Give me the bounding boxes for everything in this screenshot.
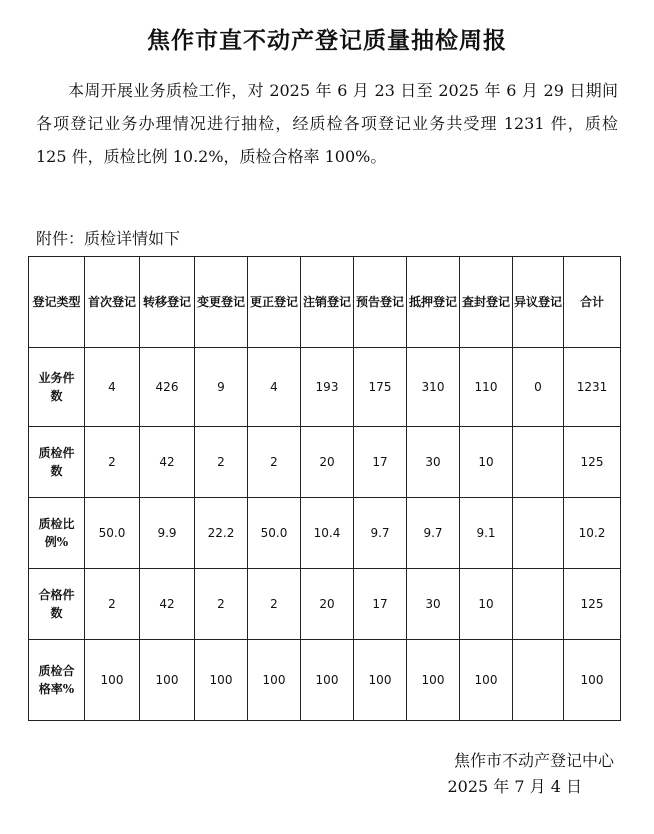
table-cell: 9.1 xyxy=(460,498,513,569)
header-cell: 变更登记 xyxy=(195,257,248,348)
table-cell: 10.2 xyxy=(564,498,621,569)
header-cell: 更正登记 xyxy=(248,257,301,348)
table-cell: 10.4 xyxy=(301,498,354,569)
table-cell: 100 xyxy=(460,640,513,721)
header-cell: 注销登记 xyxy=(301,257,354,348)
quality-inspection-table xyxy=(28,256,621,721)
table-cell: 50.0 xyxy=(85,498,140,569)
table-cell: 1231 xyxy=(564,348,621,427)
header-cell: 合计 xyxy=(564,257,621,348)
table-cell: 100 xyxy=(85,640,140,721)
attachment-note: 附件：质检详情如下 xyxy=(36,229,181,248)
table-cell: 17 xyxy=(354,569,407,640)
row-label: 质检比例% xyxy=(29,498,85,569)
table-row xyxy=(29,348,621,427)
header-cell: 抵押登记 xyxy=(407,257,460,348)
row-label: 合格件数 xyxy=(29,569,85,640)
table-cell: 42 xyxy=(140,427,195,498)
table-cell: 100 xyxy=(564,640,621,721)
table-cell xyxy=(513,498,564,569)
header-cell: 登记类型 xyxy=(29,257,85,348)
header-cell: 预告登记 xyxy=(354,257,407,348)
table-cell: 9.7 xyxy=(407,498,460,569)
table-cell: 20 xyxy=(301,569,354,640)
table-cell: 10 xyxy=(460,569,513,640)
issuing-organization: 焦作市不动产登记中心 xyxy=(453,751,614,770)
table-cell: 2 xyxy=(195,427,248,498)
table-cell: 0 xyxy=(513,348,564,427)
table-cell: 100 xyxy=(407,640,460,721)
header-cell: 异议登记 xyxy=(513,257,564,348)
row-label: 业务件数 xyxy=(29,348,85,427)
table-row xyxy=(29,427,621,498)
table-row xyxy=(29,498,621,569)
table-cell xyxy=(513,569,564,640)
table-cell: 22.2 xyxy=(195,498,248,569)
table-cell: 100 xyxy=(195,640,248,721)
table-cell: 100 xyxy=(140,640,195,721)
header-cell: 首次登记 xyxy=(85,257,140,348)
table-cell: 426 xyxy=(140,348,195,427)
table-cell: 100 xyxy=(354,640,407,721)
table-cell: 193 xyxy=(301,348,354,427)
row-label: 质检合格率% xyxy=(29,640,85,721)
table-cell: 4 xyxy=(85,348,140,427)
table-cell: 17 xyxy=(354,427,407,498)
table-cell: 42 xyxy=(140,569,195,640)
table-row xyxy=(29,640,621,721)
table-cell: 2 xyxy=(195,569,248,640)
report-title: 焦作市直不动产登记质量抽检周报 xyxy=(147,27,507,54)
table-cell: 310 xyxy=(407,348,460,427)
table-cell: 50.0 xyxy=(248,498,301,569)
table-cell: 2 xyxy=(248,569,301,640)
table-cell: 10 xyxy=(460,427,513,498)
table-cell: 30 xyxy=(407,569,460,640)
table-cell: 30 xyxy=(407,427,460,498)
table-cell: 110 xyxy=(460,348,513,427)
table-cell: 175 xyxy=(354,348,407,427)
table-cell: 100 xyxy=(248,640,301,721)
table-cell: 125 xyxy=(564,569,621,640)
row-label: 质检件数 xyxy=(29,427,85,498)
table-cell: 100 xyxy=(301,640,354,721)
table-cell: 4 xyxy=(248,348,301,427)
table-cell: 125 xyxy=(564,427,621,498)
table-cell: 2 xyxy=(248,427,301,498)
table-cell: 2 xyxy=(85,569,140,640)
table-cell: 2 xyxy=(85,427,140,498)
table-cell: 9.9 xyxy=(140,498,195,569)
header-cell: 转移登记 xyxy=(140,257,195,348)
table-row xyxy=(29,569,621,640)
table-header-row xyxy=(29,257,621,348)
table-cell: 20 xyxy=(301,427,354,498)
table-cell: 9.7 xyxy=(354,498,407,569)
header-cell: 查封登记 xyxy=(460,257,513,348)
table-cell xyxy=(513,427,564,498)
issue-date: 2025 年 7 月 4 日 xyxy=(447,777,582,796)
table-cell: 9 xyxy=(195,348,248,427)
summary-paragraph: 本周开展业务质检工作，对 2025 年 6 月 23 日至 2025 年 6 月 29 日期间各项登记业务办理情况进行抽检，经质检各项登记业务共受理 1231 件，质检 125 件，质检比例 10.2%，质检合格率 100%。 xyxy=(36,81,618,166)
table-cell xyxy=(513,640,564,721)
